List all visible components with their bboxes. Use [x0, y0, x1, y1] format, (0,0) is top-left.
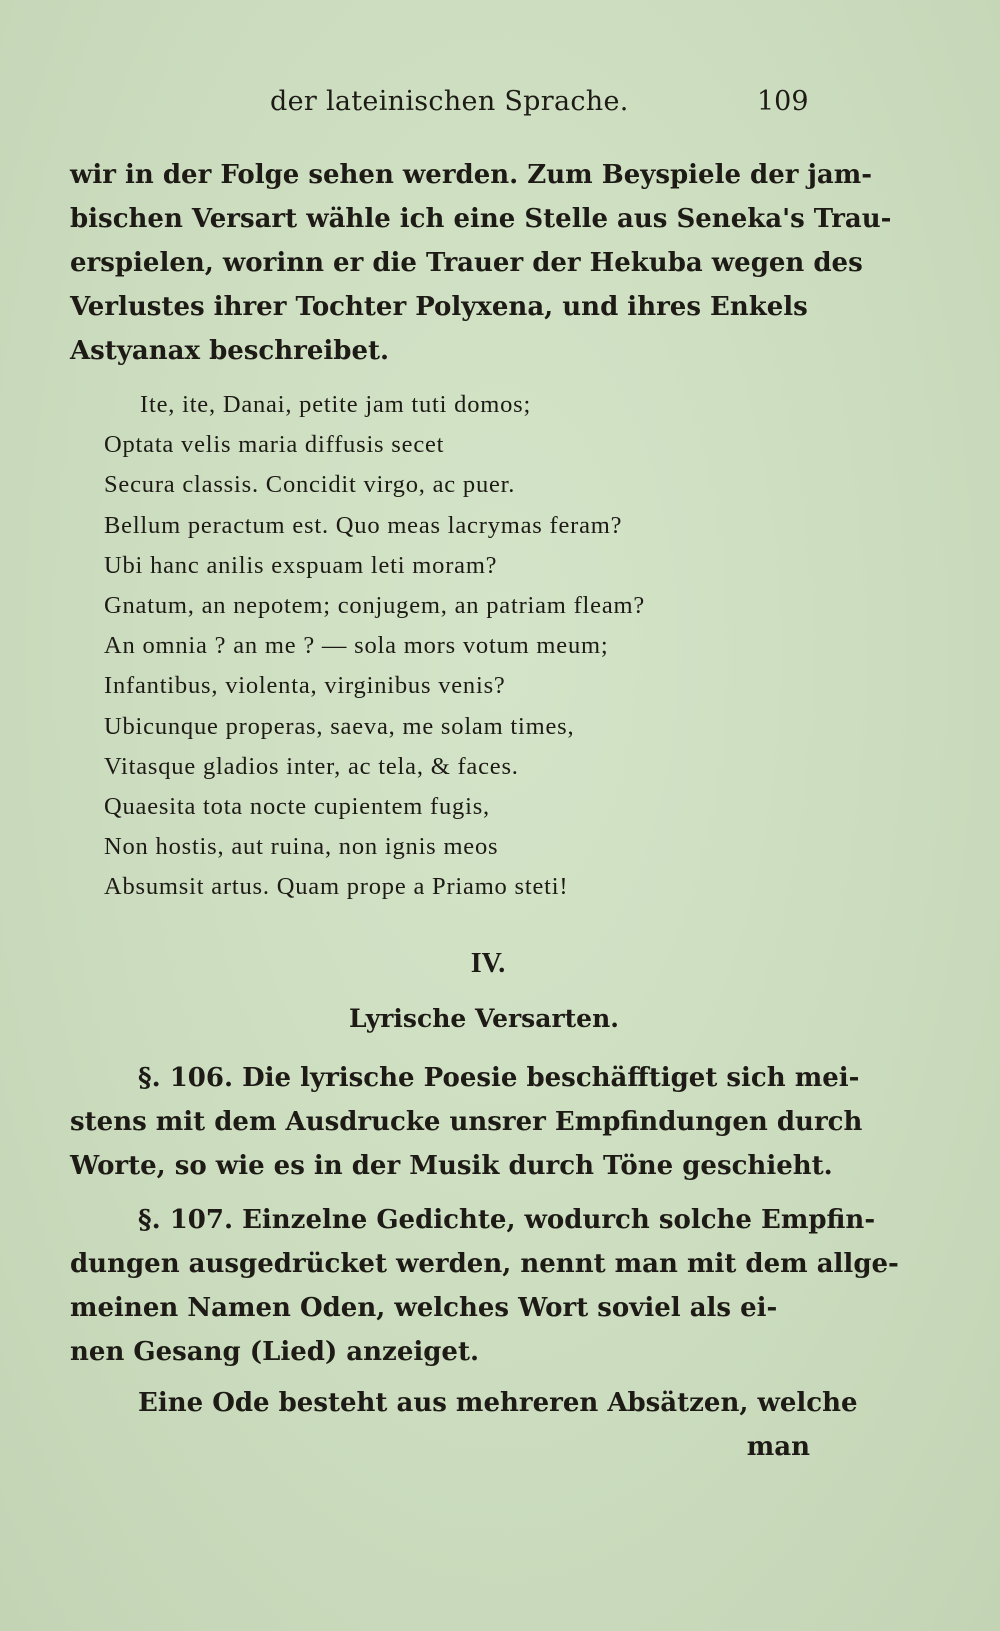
text-line: §. 107. Einzelne Gedichte, wodurch solche Empfin-: [138, 1205, 876, 1235]
verse-line: Bellum peractum est. Quo meas lacrymas feram?: [104, 511, 623, 539]
text-line: Verlustes ihrer Tochter Polyxena, und ihres Enkels: [70, 292, 808, 322]
verse-line: Optata velis maria diffusis secet: [104, 431, 445, 459]
text-line: erspielen, worinn er die Trauer der Hekuba wegen des: [70, 248, 863, 278]
latin-verse-block: [104, 385, 824, 908]
text-line: dungen ausgedrücket werden, nennt man mit dem allge-: [70, 1249, 899, 1279]
text-line: stens mit dem Ausdrucke unsrer Empfindungen durch: [70, 1107, 863, 1137]
verse-line: Vitasque gladios inter, ac tela, & faces.: [104, 752, 519, 780]
verse-line: Secura classis. Concidit virgo, ac puer.: [104, 471, 516, 499]
text-line: meinen Namen Oden, welches Wort soviel als ei-: [70, 1293, 778, 1323]
verse-line: Ubicunque properas, saeva, me solam times,: [104, 712, 575, 740]
verse-line: Absumsit artus. Quam prope a Priamo steti!: [104, 873, 569, 901]
section-numeral: IV.: [470, 948, 506, 979]
text-line: wir in der Folge sehen werden. Zum Beyspiele der jam-: [70, 160, 873, 190]
page-number: 109: [757, 86, 809, 117]
verse-line: Gnatum, an nepotem; conjugem, an patriam fleam?: [104, 592, 646, 620]
paragraph-106: [70, 1056, 863, 1188]
verse-line: Quaesita tota nocte cupientem fugis,: [104, 793, 490, 821]
intro-paragraph: [70, 153, 892, 373]
verse-line: An omnia ? an me ? — sola mors votum meum;: [104, 632, 609, 660]
text-line: Worte, so wie es in der Musik durch Töne geschieht.: [70, 1151, 833, 1181]
verse-line: Ubi hanc anilis exspuam leti moram?: [104, 551, 498, 579]
text-line: §. 106. Die lyrische Poesie beschäfftiget sich mei-: [138, 1063, 860, 1093]
text-line: Astyanax beschreibet.: [70, 336, 390, 366]
running-header: der lateinischen Sprache.: [270, 86, 629, 117]
text-line: Eine Ode besteht aus mehreren Absätzen, welche: [138, 1388, 858, 1418]
text-line: nen Gesang (Lied) anzeiget.: [70, 1337, 480, 1367]
paragraph-ode: [70, 1381, 858, 1469]
verse-line: Ite, ite, Danai, petite jam tuti domos;: [140, 391, 532, 418]
verse-line: Infantibus, violenta, virginibus venis?: [104, 672, 506, 700]
section-heading: Lyrische Versarten.: [349, 1004, 619, 1033]
text-line: bischen Versart wähle ich eine Stelle aus Seneka's Trau-: [70, 204, 892, 234]
catchword: man: [746, 1432, 810, 1462]
paragraph-107: [70, 1198, 899, 1374]
verse-line: Non hostis, aut ruina, non ignis meos: [104, 833, 499, 861]
